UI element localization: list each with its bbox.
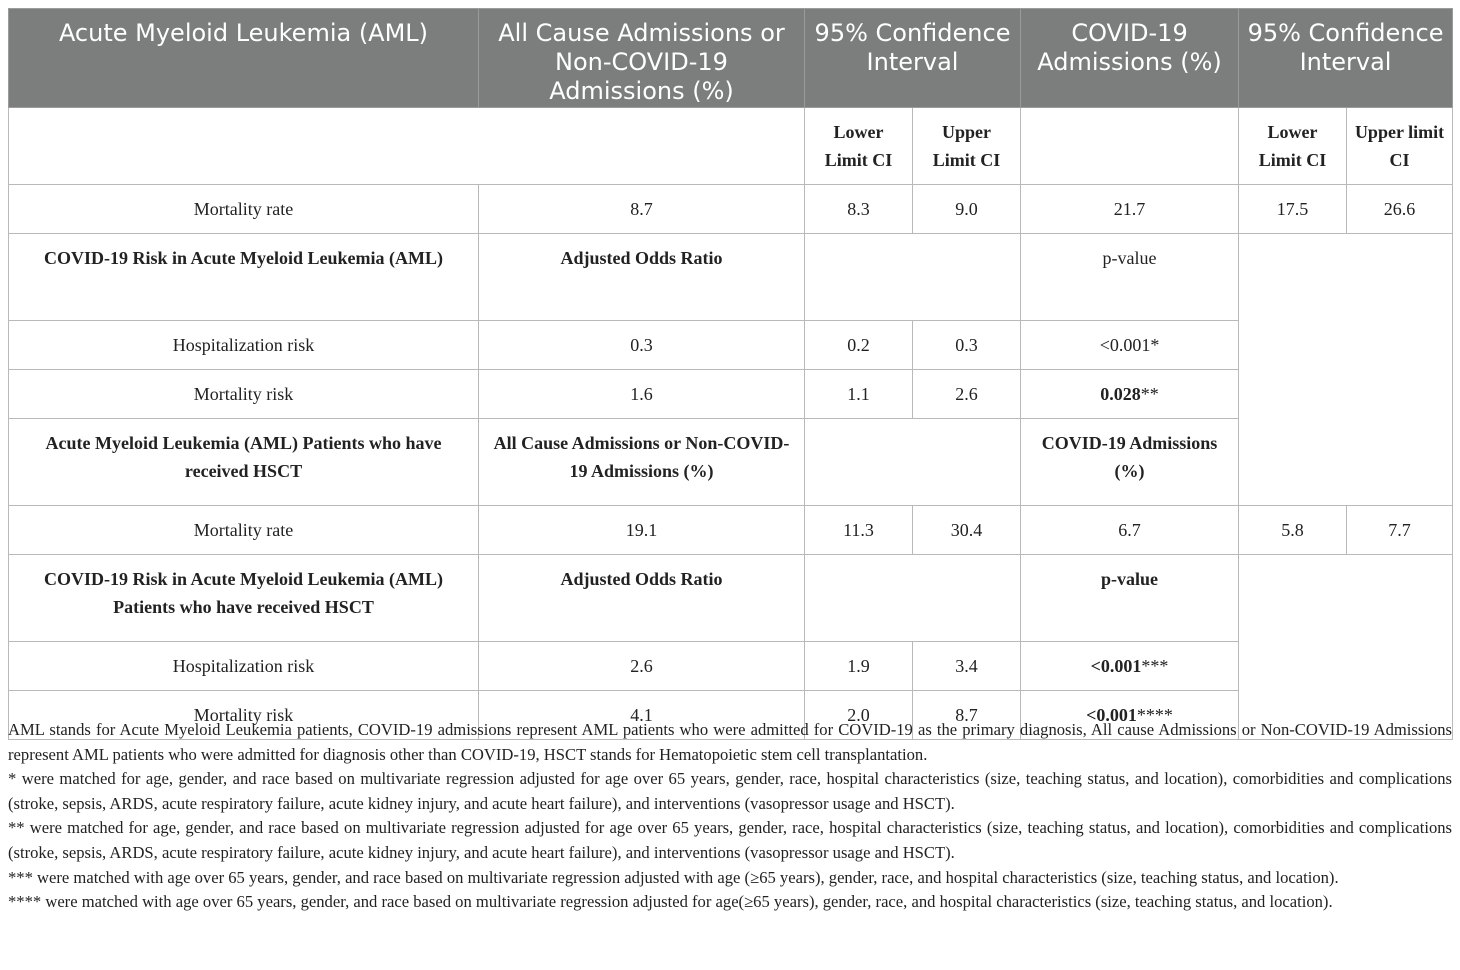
cell-lower: 0.2 <box>805 321 913 370</box>
table-row <box>9 506 1453 555</box>
table-row <box>9 234 1453 321</box>
pvalue-number: <0.001 <box>1086 705 1137 725</box>
subheader-row <box>9 108 1453 185</box>
cell-value: 8.7 <box>479 185 805 234</box>
results-table <box>8 8 1453 740</box>
table-row <box>9 555 1453 642</box>
table-row <box>9 370 1453 419</box>
cell-lower: 2.0 <box>805 691 913 740</box>
table-container <box>8 8 1452 740</box>
section-col-p: p-value <box>1021 234 1239 321</box>
section-col-or: Adjusted Odds Ratio <box>479 555 805 642</box>
cell-value: 2.6 <box>479 642 805 691</box>
footnote-2: ** were matched for age, gender, and race based on multivariate regression adjusted for age over 65 years, gender, race, hospital characteristics (size, teaching status, and location), comorbidities and complications (stroke, sepsis, ARDS, acute respiratory failure, acute kidney injury, and acute heart failure), and interventions (vasopressor usage and HSCT). <box>8 818 1452 862</box>
pvalue-stars: *** <box>1141 656 1169 676</box>
cell-upper: 2.6 <box>913 370 1021 419</box>
header-all-cause: All Cause Admissions or Non-COVID-19 Admissions (%) <box>479 9 805 108</box>
cell-value-covid: 6.7 <box>1021 506 1239 555</box>
header-covid: COVID-19 Admissions (%) <box>1021 9 1239 108</box>
cell-upper: 3.4 <box>913 642 1021 691</box>
header-ci-1: 95% Confidence Interval <box>805 9 1021 108</box>
subheader-lower-1: Lower Limit CI <box>805 108 913 185</box>
subheader-blank-2 <box>1021 108 1239 185</box>
cell-upper: 9.0 <box>913 185 1021 234</box>
row-label: Mortality risk <box>9 691 479 740</box>
footnote-4: **** were matched with age over 65 years, gender, and race based on multivariate regression adjusted for age(≥65 years), gender, race, and hospital characteristics (size, teaching status, and location). <box>8 892 1333 912</box>
section-col-p: p-value <box>1021 555 1239 642</box>
section-blank <box>805 419 1021 506</box>
row-label: Mortality rate <box>9 506 479 555</box>
section-blank-right <box>1239 419 1453 506</box>
subheader-blank <box>9 108 805 185</box>
cell-lower: 1.1 <box>805 370 913 419</box>
cell-lower: 8.3 <box>805 185 913 234</box>
table-row <box>9 321 1453 370</box>
cell-pvalue <box>1021 642 1239 691</box>
row-label: Mortality risk <box>9 370 479 419</box>
cell-value: 0.3 <box>479 321 805 370</box>
cell-upper-covid: 26.6 <box>1347 185 1453 234</box>
blank-block-1 <box>1239 234 1453 419</box>
cell-lower-covid: 5.8 <box>1239 506 1347 555</box>
section-col-covid: COVID-19 Admissions (%) <box>1021 419 1239 506</box>
cell-value: 4.1 <box>479 691 805 740</box>
cell-upper: 30.4 <box>913 506 1021 555</box>
cell-upper: 8.7 <box>913 691 1021 740</box>
header-aml: Acute Myeloid Leukemia (AML) <box>9 9 479 108</box>
cell-lower-covid: 17.5 <box>1239 185 1347 234</box>
cell-lower: 11.3 <box>805 506 913 555</box>
table-footnotes <box>8 718 1452 915</box>
section-blank <box>805 555 1021 642</box>
cell-pvalue: <0.001* <box>1021 321 1239 370</box>
section-col-or: Adjusted Odds Ratio <box>479 234 805 321</box>
cell-upper: 0.3 <box>913 321 1021 370</box>
cell-value: 19.1 <box>479 506 805 555</box>
section-label: COVID-19 Risk in Acute Myeloid Leukemia (AML) <box>9 234 479 321</box>
section-label: Acute Myeloid Leukemia (AML) Patients who have received HSCT <box>9 419 479 506</box>
blank-block-2 <box>1239 555 1453 740</box>
footnote-3: *** were matched with age over 65 years, gender, and race based on multivariate regression adjusted with age (≥65 years), gender, race, and hospital characteristics (size, teaching status, and location). <box>8 867 1339 887</box>
row-label: Hospitalization risk <box>9 642 479 691</box>
table-row <box>9 419 1453 506</box>
table-row <box>9 642 1453 691</box>
header-row <box>9 9 1453 108</box>
cell-value-covid: 21.7 <box>1021 185 1239 234</box>
pvalue-number: <0.001 <box>1090 656 1142 676</box>
header-ci-2: 95% Confidence Interval <box>1239 9 1453 108</box>
row-label: Mortality rate <box>9 185 479 234</box>
cell-lower: 1.9 <box>805 642 913 691</box>
pvalue-stars: **** <box>1136 705 1173 725</box>
table-row <box>9 185 1453 234</box>
subheader-upper-2: Upper limit CI <box>1347 108 1453 185</box>
pvalue-stars: ** <box>1140 384 1159 404</box>
section-blank <box>805 234 1021 321</box>
footnote-1: * were matched for age, gender, and race based on multivariate regression adjusted for age over 65 years, gender, race, hospital characteristics (size, teaching status, and location), comorbidities and complications (stroke, sepsis, ARDS, acute respiratory failure, acute kidney injury, and acute heart failure), and interventions (vasopressor usage and HSCT). <box>8 769 1452 813</box>
row-label: Hospitalization risk <box>9 321 479 370</box>
cell-upper-covid: 7.7 <box>1347 506 1453 555</box>
cell-value: 1.6 <box>479 370 805 419</box>
footnote-abbreviations: AML stands for Acute Myeloid Leukemia patients, COVID-19 admissions represent AML patients who were admitted for COVID-19 as the primary diagnosis, All cause Admissions or Non-COVID-19 Admissions represent AML patients who were admitted for diagnosis other than COVID-19, HSCT stands for Hematopoietic stem cell transplantation. <box>8 720 1452 764</box>
subheader-upper-1: Upper Limit CI <box>913 108 1021 185</box>
section-label: COVID-19 Risk in Acute Myeloid Leukemia (AML) Patients who have received HSCT <box>9 555 479 642</box>
pvalue-number: 0.028 <box>1100 384 1141 404</box>
section-col-all-cause: All Cause Admissions or Non-COVID-19 Admissions (%) <box>479 419 805 506</box>
subheader-lower-2: Lower Limit CI <box>1239 108 1347 185</box>
cell-pvalue <box>1021 370 1239 419</box>
